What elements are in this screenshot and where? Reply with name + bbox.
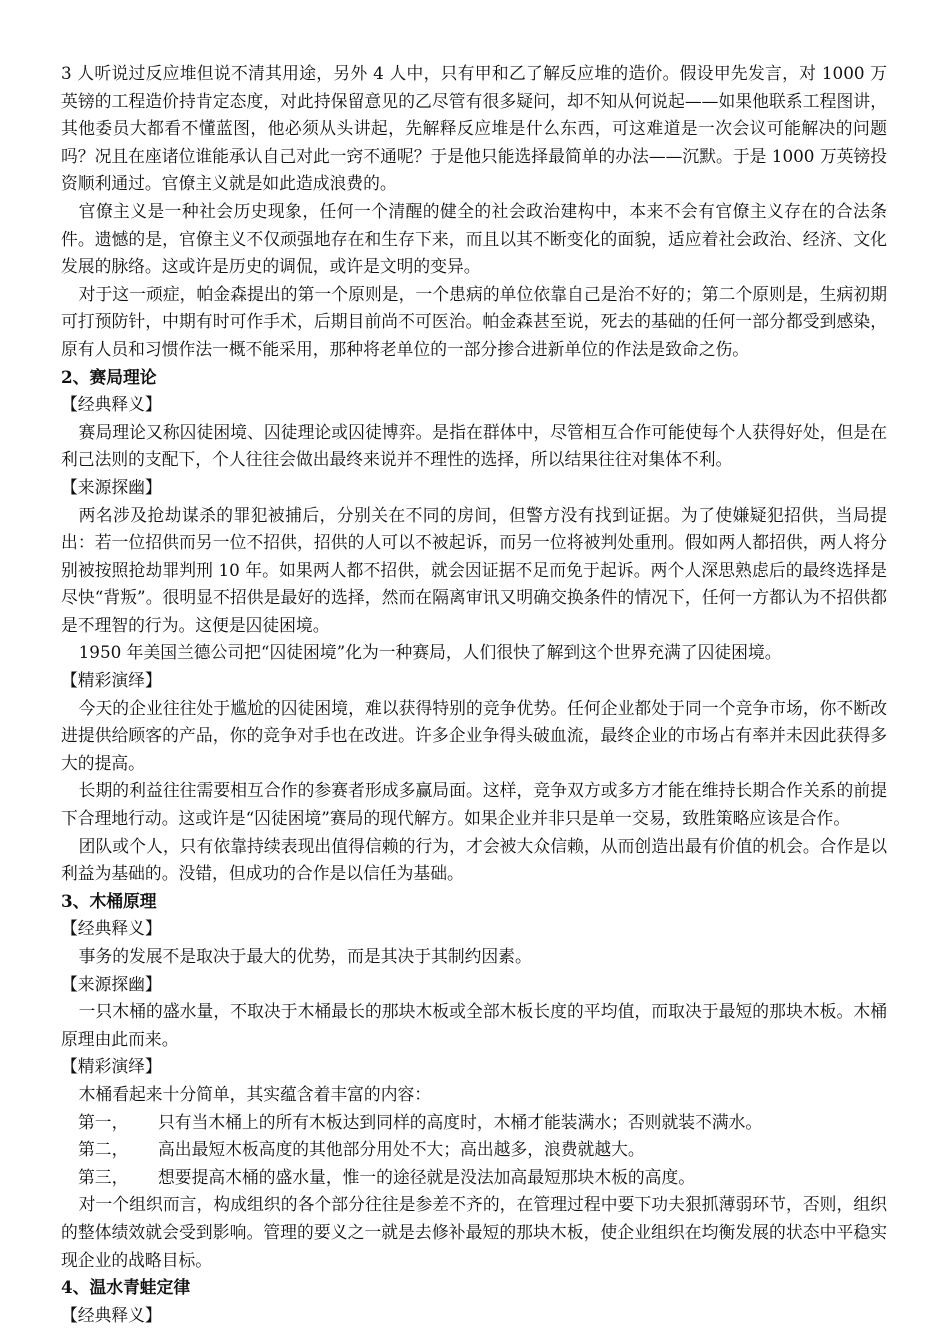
label-definition: 【经典释义】 <box>61 918 162 939</box>
list-item <box>61 1109 887 1137</box>
label-definition: 【经典释义】 <box>61 394 162 415</box>
label-origin: 【来源探幽】 <box>61 973 162 994</box>
section-game-theory <box>61 364 887 888</box>
definition-paragraph: 赛局理论又称囚徒困境、囚徒理论或囚徒博弈。是指在群体中，尽管相互合作可能使每个人获得好处，但是在利己法则的支配下，个人往往会做出最终来说并不理性的选择，所以结果往往对集体不利。 <box>61 421 887 470</box>
practice-paragraph: 今天的企业往往处于尴尬的囚徒困境，难以获得特别的竞争优势。任何企业都处于同一个竞争市场，你不断改进提供给顾客的产品，你的竞争对手也在改进。许多企业争得头破血流，最终企业的市场占有率并未因此获得多大的提高。 <box>61 697 887 773</box>
list-item-text: 想要提高木桶的盛水量，惟一的途径就是没法加高最短那块木板的高度。 <box>158 1166 696 1187</box>
intro-paragraph: 对于这一顽症，帕金森提出的第一个原则是，一个患病的单位依靠自己是治不好的；第二个原则是，生病初期可打预防针，中期有时可作手术，后期目前尚不可医治。帕金森甚至说，死去的基础的任何一部分都受到感染，原有人员和习惯作法一概不能采用，那种将老单位的一部分掺合进新单位的作法是致命之伤。 <box>61 283 887 359</box>
list-item <box>61 1136 887 1164</box>
practice-intro: 木桶看起来十分简单，其实蕴含着丰富的内容： <box>78 1083 432 1104</box>
practice-paragraph: 长期的利益往往需要相互合作的参赛者形成多赢局面。这样，竞争双方或多方才能在维持长期合作关系的前提下合理地行动。这或许是“囚徒困境”赛局的现代解方。如果企业并非只是单一交易，致胜策略应该是合作。 <box>61 780 887 829</box>
list-item-text: 高出最短木板高度的其他部分用处不大；高出越多，浪费就越大。 <box>158 1139 645 1160</box>
origin-paragraph: 两名涉及抢劫谋杀的罪犯被捕后，分别关在不同的房间，但警方没有找到证据。为了使嫌疑犯招供，当局提出：若一位招供而另一位不招供，招供的人可以不被起诉，而另一位将被判处重刑。假如两人都招供，两人将分别被按照抢劫罪判刑 10 年。如果两人都不招供，就会因证据不足而免于起诉。两个人深思熟虑后的最终选择是尽快“背叛”。很明显不招供是最好的选择，然而在隔离审讯又明确交换条件的情况下，任何一方都认为不招供都是不理智的行为。这便是囚徒困境。 <box>61 504 887 635</box>
list-item-text: 只有当木桶上的所有木板达到同样的高度时，木桶才能装满水；否则就装不满水。 <box>158 1111 763 1132</box>
label-definition: 【经典释义】 <box>61 1304 162 1325</box>
definition-paragraph: 事务的发展不是取决于最大的优势，而是其决于其制约因素。 <box>78 946 532 966</box>
section-boiling-frog <box>61 1274 887 1329</box>
section-barrel-principle <box>61 888 887 1274</box>
label-practice: 【精彩演绎】 <box>61 1056 162 1077</box>
conclusion-paragraph: 对一个组织而言，构成组织的各个部分往往是参差不齐的，在管理过程中要下功夫狠抓薄弱环节，否则，组织的整体绩效就会受到影响。管理的要义之一就是去修补最短的那块木板，使企业组织在均衡发展的状态中平稳实现企业的战略目标。 <box>61 1194 887 1270</box>
section-heading: 4、温水青蛙定律 <box>61 1277 191 1298</box>
origin-paragraph: 一只木桶的盛水量，不取决于木桶最长的那块木板或全部木板长度的平均值，而取决于最短的那块木板。木桶原理由此而来。 <box>61 1001 887 1049</box>
list-item-lead: 第三， <box>78 1166 129 1187</box>
label-practice: 【精彩演绎】 <box>61 670 162 691</box>
section-heading: 3、木桶原理 <box>61 890 157 911</box>
list-item-lead: 第一， <box>78 1111 129 1132</box>
label-origin: 【来源探幽】 <box>61 476 162 497</box>
list-item <box>61 1164 887 1192</box>
list-item-lead: 第二， <box>78 1139 129 1160</box>
intro-paragraph: 官僚主义是一种社会历史现象，任何一个清醒的健全的社会政治建构中，本来不会有官僚主义存在的合法条件。遗憾的是，官僚主义不仅顽强地存在和生存下来，而且以其不断变化的面貌，适应着社会政治、经济、文化发展的脉络。这或许是历史的调侃，或许是文明的变异。 <box>61 200 887 277</box>
origin-paragraph: 1950 年美国兰德公司把“囚徒困境”化为一种赛局，人们很快了解到这个世界充满了囚徒困境。 <box>78 642 782 663</box>
section-heading: 2、赛局理论 <box>61 366 157 387</box>
intro-paragraph: 3 人听说过反应堆但说不清其用途，另外 4 人中，只有甲和乙了解反应堆的造价。假设甲先发言，对 1000 万英镑的工程造价持肯定态度，对此持保留意见的乙尽管有很多疑问，却不知从何说起——如果他联系工程图讲，其他委员大都看不懂蓝图，他必须从头讲起，先解释反应堆是什么东西，可这难道是一次会议可能解决的问题吗？况且在座诸位谁能承认自己对此一窍不通呢？于是他只能选择最简单的办法——沉默。于是 1000 万英镑投资顺利通过。官僚主义就是如此造成浪费的。 <box>61 63 887 194</box>
practice-paragraph: 团队或个人，只有依靠持续表现出值得信赖的行为，才会被大众信赖，从而创造出最有价值的机会。合作是以利益为基础的。没错，但成功的合作是以信任为基础。 <box>61 835 887 884</box>
